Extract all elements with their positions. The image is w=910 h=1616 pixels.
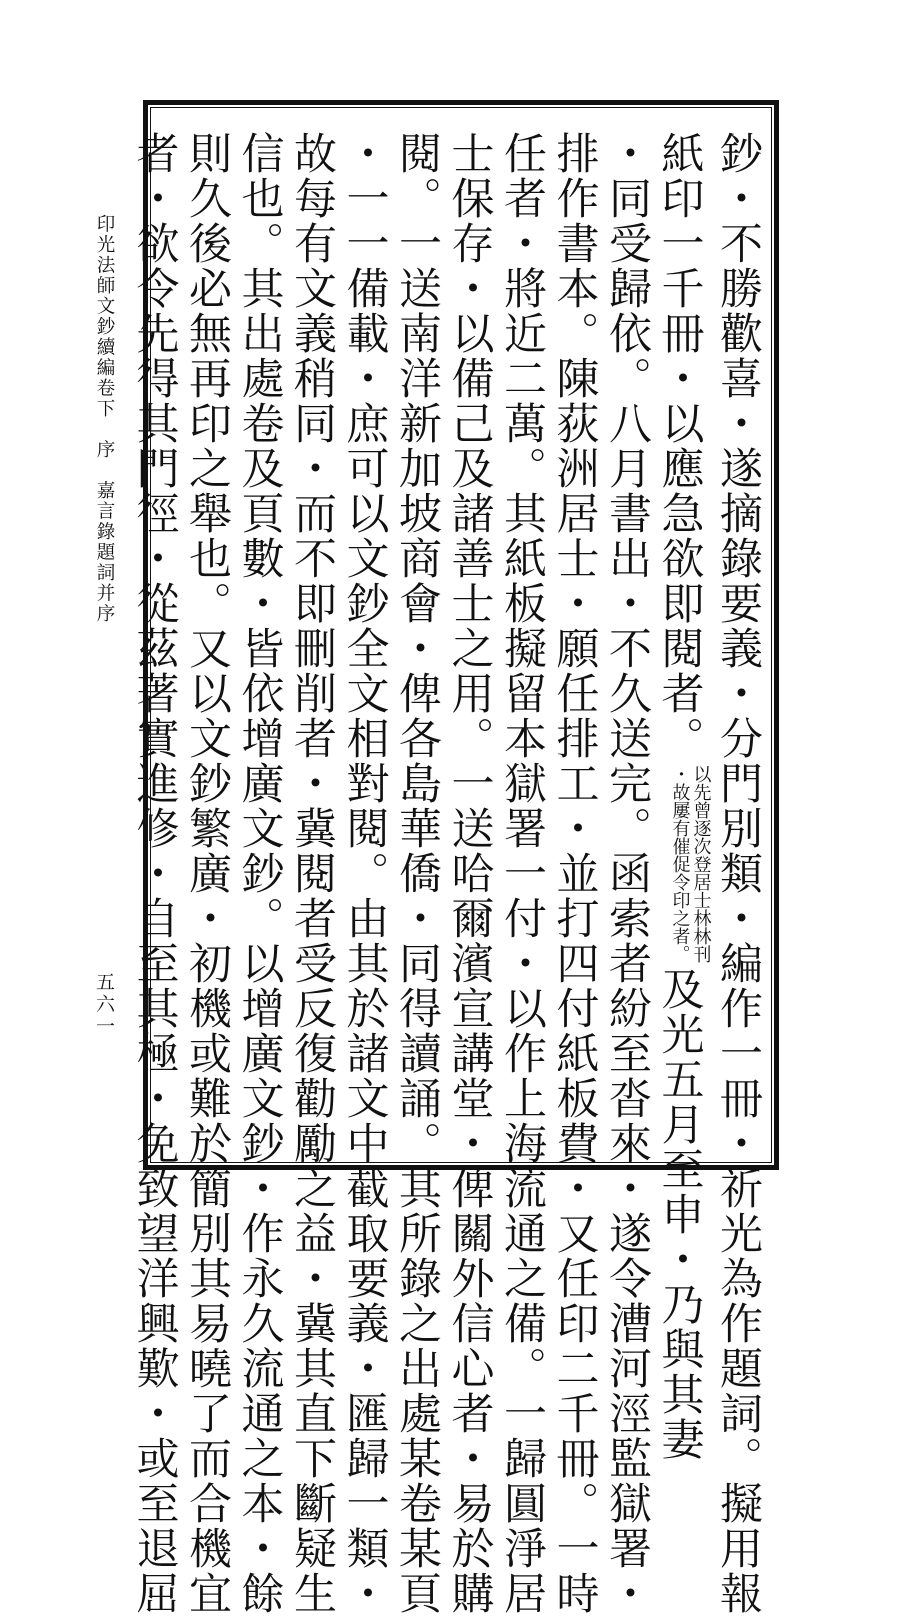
text-column-7: 閱。一送南洋新加坡商會・俾各島華僑・同得讀誦。其所錄之出處某卷某頁 xyxy=(392,131,442,1616)
text-column-8: ・一一備載・庶可以文鈔全文相對閱。由其於諸文中截取要義・匯歸一類・ xyxy=(339,131,390,1616)
page-number: 五六一 xyxy=(93,972,115,1038)
text-column-12: 者・欲令先得其門徑・從茲著實進修・自至其極・免致望洋興歎・或至退屈 xyxy=(129,131,180,1616)
text-column-4: 排作書本。陳荻洲居士・願任排工・並打四付紙板費・又任印二千冊。一時 xyxy=(549,131,600,1616)
note-line-2: ・故屢有催促令印之者。 xyxy=(669,765,691,963)
text-column-2: 紙印一千冊・以應急欲即閱者。 xyxy=(654,131,705,761)
note-line-1: 以先曾逐次登居士林林刊 xyxy=(690,765,712,963)
text-column-11: 則久後必無再印之舉也。又以文鈔繁廣・初機或難於簡別其易曉了而合機宜 xyxy=(182,131,232,1616)
interlinear-note xyxy=(670,765,712,963)
text-column-5: 任者・將近二萬。其紙板擬留本獄署一付・以作上海流通之備。一歸圓淨居 xyxy=(497,131,547,1616)
text-column-2-continued: 及光五月至申・乃與其妻 xyxy=(654,967,705,1462)
main-text-block xyxy=(129,131,764,1616)
text-column-6: 士保存・以備己及諸善士之用。一送哈爾濱宣講堂・俾關外信心者・易於購 xyxy=(444,131,495,1616)
running-header-title: 印光法師文鈔續編卷下 序 嘉言錄題詞并序 xyxy=(94,214,115,624)
text-column-10: 信也。其出處卷及頁數・皆依增廣文鈔。以增廣文鈔・作永久流通之本・餘 xyxy=(234,131,285,1616)
text-column-9: 故每有文義稍同・而不即刪削者・冀閱者受反復勸勵之益・冀其直下斷疑生 xyxy=(287,131,337,1616)
text-column-3: ・同受歸依。八月書出・不久送完。函索者紛至沓來・遂令漕河涇監獄署・ xyxy=(602,131,652,1616)
text-column-1: 鈔・不勝歡喜・遂摘錄要義・分門別類・編作一冊・祈光為作題詞。擬用報 xyxy=(713,131,763,1616)
